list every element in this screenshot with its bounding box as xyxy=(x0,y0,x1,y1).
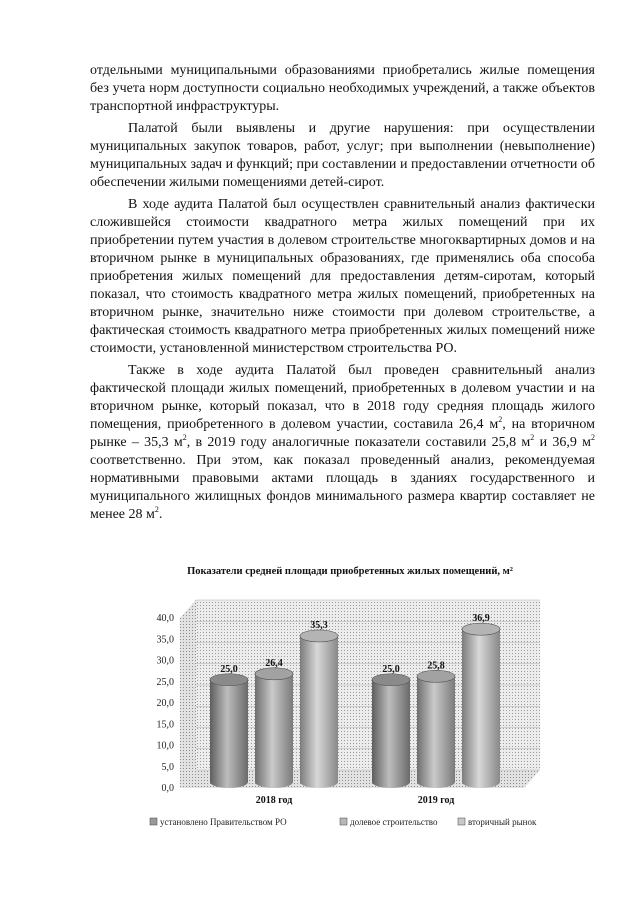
bar-top xyxy=(255,668,293,680)
legend-swatch xyxy=(340,818,347,825)
y-tick-label: 35,0 xyxy=(156,634,174,646)
chart-title: Показатели средней площади приобретенных жилых помещений, м² xyxy=(187,566,513,577)
y-tick-label: 5,0 xyxy=(161,761,174,773)
bar-base xyxy=(372,776,410,788)
legend-label: долевое строительство xyxy=(350,817,438,827)
text-body xyxy=(90,62,595,524)
legend-label: вторичный рынок xyxy=(468,817,537,827)
bar-top xyxy=(462,623,500,635)
paragraph-3: В ходе аудита Палатой был осуществлен сравнительный анализ фактически сложившейся стоимости квадратного метра жилых помещений при их приобретении путем участия в долевом строительстве многоквартирных домов и на вторичном рынке в муниципальных образованиях, где применялись оба способа приобретения жилых помещений для предоставления детям-сиротам, который показал, что стоимость квадратного метра жилых помещений, приобретенных на вторичном рынке, значительно ниже стоимости при долевом строительстве, а фактическая стоимость квадратного метра приобретенных жилых помещений ниже стоимости, установленной министерством строительства РО. xyxy=(90,197,595,356)
superscript-2: 2 xyxy=(182,433,187,442)
bar-top xyxy=(417,670,455,682)
superscript-2: 2 xyxy=(498,415,503,424)
paragraph-4-part-d: и 36,9 м xyxy=(534,435,591,450)
bar xyxy=(462,629,500,782)
bar-base xyxy=(417,776,455,788)
paragraph-4-part-e: соответственно. При этом, как показал проведенный анализ, рекомендуемая нормативными правовыми актами площадь в зданиях государственного и муниципального жилищных фондов минимального размера квартир составляет не менее 28 м xyxy=(90,453,595,522)
bar-base xyxy=(210,776,248,788)
chart-legend xyxy=(150,817,537,827)
bar-base xyxy=(462,776,500,788)
legend-swatch xyxy=(150,818,157,825)
data-label: 25,0 xyxy=(220,663,238,675)
bar-top xyxy=(300,630,338,642)
superscript-2: 2 xyxy=(590,433,595,442)
x-category-label: 2019 год xyxy=(417,795,455,806)
chart-side-wall xyxy=(180,600,196,788)
bar xyxy=(417,676,455,782)
y-tick-label: 25,0 xyxy=(156,676,174,688)
legend-label: установлено Правительством РО xyxy=(160,817,287,827)
paragraph-4-part-c: , в 2019 году аналогичные показатели составили 25,8 м xyxy=(186,435,531,450)
y-tick-label: 10,0 xyxy=(156,740,174,752)
paragraph-1: отдельными муниципальными образованиями приобретались жилые помещения без учета норм доступности социально необходимых учреждений, а также объектов транспортной инфраструктуры. xyxy=(90,63,595,114)
bar xyxy=(210,680,248,782)
y-tick-label: 30,0 xyxy=(156,655,174,667)
bar xyxy=(372,680,410,782)
data-label: 26,4 xyxy=(265,657,283,669)
paragraph-2: Палатой были выявлены и другие нарушения: при осуществлении муниципальных закупок товаров, работ, услуг; при выполнении (невыполнение) муниципальных задач и функций; при составлении и предоставлении отчетности об обеспечении жилыми помещениями детей-сирот. xyxy=(90,121,595,190)
data-label: 25,8 xyxy=(427,660,445,672)
paragraph-4-part-a: Также в ходе аудита Палатой был проведен сравнительный анализ фактической площади жилых помещений, приобретенных в долевом участии и на вторичном рынке, который показал, что в 2018 году средняя площадь жилого помещения, приобретенного в долевом участии, составила 26,4 м xyxy=(90,363,595,432)
paragraph-4 xyxy=(90,362,595,524)
bar-top xyxy=(372,674,410,686)
bar xyxy=(300,636,338,782)
data-label: 36,9 xyxy=(472,613,490,625)
superscript-2: 2 xyxy=(154,505,159,514)
y-tick-label: 40,0 xyxy=(156,613,174,624)
bar-base xyxy=(300,776,338,788)
legend-swatch xyxy=(458,818,465,825)
x-category-label: 2018 год xyxy=(255,795,293,806)
data-label: 25,0 xyxy=(382,663,400,675)
y-axis-ticks xyxy=(157,613,175,794)
y-tick-label: 15,0 xyxy=(156,719,174,731)
x-axis-labels xyxy=(256,795,455,806)
bar-base xyxy=(255,776,293,788)
bar xyxy=(255,674,293,782)
paragraph-4-part-f: . xyxy=(158,507,163,522)
data-label: 35,3 xyxy=(310,619,328,631)
y-tick-label: 0,0 xyxy=(161,783,174,794)
superscript-2: 2 xyxy=(530,433,535,442)
paragraph-4-part-b: , на вторичном рынке – 35,3 м xyxy=(90,417,595,450)
area-chart-figure xyxy=(140,560,560,850)
bar-top xyxy=(210,674,248,686)
y-tick-label: 20,0 xyxy=(156,698,174,709)
